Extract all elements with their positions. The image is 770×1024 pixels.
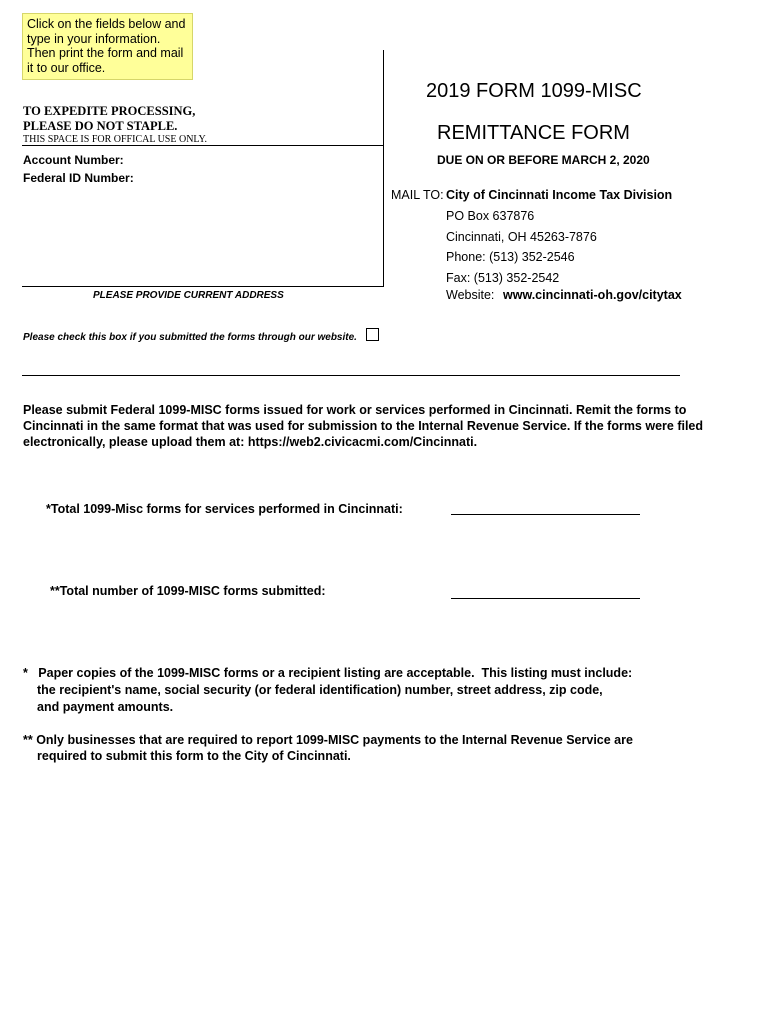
section-divider (22, 375, 680, 376)
form-subtitle: REMITTANCE FORM (437, 122, 630, 144)
instructions-paragraph-line-1: Please submit Federal 1099-MISC forms issued for work or services performed in Cincinnati. Remit the forms to (23, 403, 687, 417)
address-field[interactable] (22, 188, 377, 282)
instructions-paragraph-line-3: electronically, please upload them at: https://web2.civicacmi.com/Cincinnati. (23, 435, 478, 449)
total-services-field[interactable] (451, 514, 640, 515)
account-number-field[interactable] (125, 150, 375, 167)
address-box-bottom-border (22, 286, 384, 287)
total-submitted-field[interactable] (451, 598, 640, 599)
footnote-1-line-3: and payment amounts. (37, 700, 174, 714)
mail-to-fax: Fax: (513) 352-2542 (446, 271, 560, 285)
expedite-line-2: PLEASE DO NOT STAPLE. (23, 119, 178, 133)
office-use-label: THIS SPACE IS FOR OFFICAL USE ONLY. (23, 134, 207, 145)
mail-to-website-label: Website: (446, 288, 495, 302)
mail-to-city: Cincinnati, OH 45263-7876 (446, 230, 597, 244)
footnote-1-line-2: the recipient's name, social security (or federal identification) number, street address, zip code, (37, 683, 603, 697)
expedite-line-1: TO EXPEDITE PROCESSING, (23, 104, 196, 118)
due-date: DUE ON OR BEFORE MARCH 2, 2020 (437, 153, 650, 167)
office-use-divider (22, 145, 384, 146)
instructions-paragraph-line-2: Cincinnati in the same format that was used for submission to the Internal Revenue Service. If the forms were filed (23, 419, 704, 433)
form-title: 2019 FORM 1099-MISC (426, 80, 642, 102)
total-submitted-label: **Total number of 1099-MISC forms submitted: (50, 584, 326, 598)
website-checkbox-label: Please check this box if you submitted the forms through our website. (23, 332, 357, 343)
instructions-note: Click on the fields below and type in your information. Then print the form and mail it to our office. (22, 13, 193, 80)
federal-id-label: Federal ID Number: (23, 171, 134, 185)
footnote-2-line-2: required to submit this form to the City of Cincinnati. (37, 749, 351, 763)
mail-to-label: MAIL TO: (391, 188, 444, 202)
footnote-2-line-1: ** Only businesses that are required to report 1099-MISC payments to the Internal Revenue Service are (23, 733, 633, 747)
footnote-1-line-1: * Paper copies of the 1099-MISC forms or a recipient listing are acceptable. This listing must include: (23, 666, 633, 680)
mail-to-website-url[interactable]: www.cincinnati-oh.gov/citytax (503, 288, 682, 302)
mail-to-name: City of Cincinnati Income Tax Division (446, 188, 673, 202)
federal-id-field[interactable] (135, 168, 375, 185)
total-services-label: *Total 1099-Misc forms for services performed in Cincinnati: (46, 502, 403, 516)
account-number-label: Account Number: (23, 153, 124, 167)
mail-to-phone: Phone: (513) 352-2546 (446, 250, 575, 264)
website-submitted-checkbox[interactable] (366, 328, 379, 341)
address-caption: PLEASE PROVIDE CURRENT ADDRESS (93, 290, 284, 301)
mail-to-po-box: PO Box 637876 (446, 209, 535, 223)
address-box-right-border (383, 50, 384, 287)
